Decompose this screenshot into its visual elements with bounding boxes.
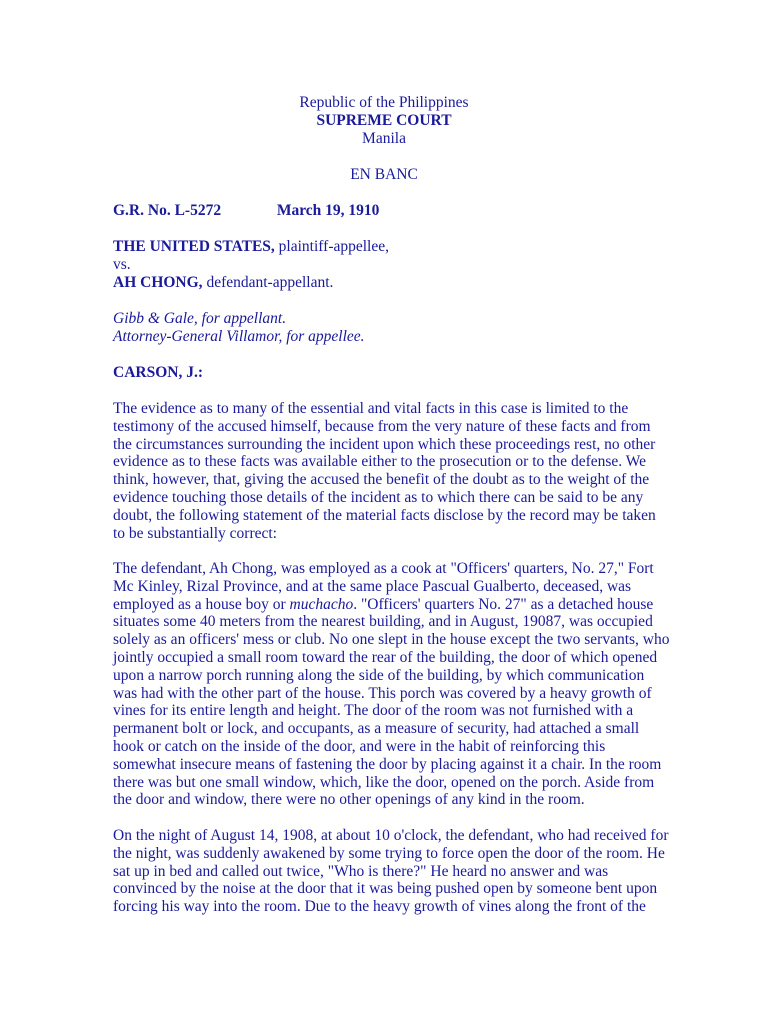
case-number-row xyxy=(113,202,658,220)
paragraph-line: the circumstances surrounding the incident upon which these proceedings rest, no other xyxy=(113,435,656,453)
court-heading: SUPREME COURT xyxy=(316,112,452,129)
counsel-appellant: Gibb & Gale, for appellant. xyxy=(113,310,287,327)
city-heading: Manila xyxy=(362,130,406,147)
defendant-name: AH CHONG, xyxy=(113,274,203,291)
paragraph-line: the night, was suddenly awakened by some trying to force open the door of the room. He xyxy=(113,844,665,862)
ponente: CARSON, J.: xyxy=(113,364,203,381)
paragraph-text: . "Officers' quarters No. 27" as a detached house xyxy=(353,595,654,613)
paragraph-line: evidence touching those details of the incident as to which there can be said to be any xyxy=(113,488,644,506)
case-date: March 19, 1910 xyxy=(276,202,380,219)
paragraph-line: upon a narrow porch running along the side of the building, by which communication xyxy=(113,666,645,684)
defendant-role: defendant-appellant. xyxy=(202,274,334,291)
republic-heading: Republic of the Philippines xyxy=(299,94,469,111)
counsel-block xyxy=(113,310,658,346)
counsel-appellee: Attorney-General Villamor, for appellee. xyxy=(113,328,365,345)
paragraph-line: The evidence as to many of the essential and vital facts in this case is limited to the xyxy=(113,400,629,417)
paragraph-line: forcing his way into the room. Due to the heavy growth of vines along the front of the xyxy=(113,898,646,916)
paragraph-line: somewhat insecure means of fastening the door by placing against it a chair. In the room xyxy=(113,755,662,773)
paragraph-line: The defendant, Ah Chong, was employed as a cook at "Officers' quarters, No. 27," Fort xyxy=(113,560,654,577)
paragraph-1 xyxy=(113,400,658,542)
paragraph-line: permanent bolt or lock, and occupants, as a measure of security, had attached a small xyxy=(113,720,640,738)
paragraph-line: On the night of August 14, 1908, at about 10 o'clock, the defendant, who had received for xyxy=(113,827,669,844)
parties-block xyxy=(113,238,658,292)
judge-line xyxy=(113,364,658,382)
paragraph-line: jointly occupied a small room toward the rear of the building, the door of which opened xyxy=(113,648,658,666)
italic-term: muchacho xyxy=(289,595,354,613)
case-number: G.R. No. L-5272 xyxy=(113,202,222,219)
versus-text: vs. xyxy=(113,256,131,273)
paragraph-line: sat up in bed and called out twice, "Who is there?" He heard no answer and was xyxy=(113,862,609,880)
paragraph-line: was had with the other part of the house. This porch was covered by a heavy growth of xyxy=(113,684,652,702)
paragraph-text: employed as a house boy or xyxy=(113,595,290,613)
paragraph-line: doubt, the following statement of the material facts disclose by the record may be taken xyxy=(113,506,656,524)
paragraph-line: think, however, that, giving the accused the benefit of the doubt as to the weight of the xyxy=(113,471,650,489)
paragraph-line: to be substantially correct: xyxy=(113,524,277,542)
paragraph-2 xyxy=(113,560,670,809)
paragraph-line: vines for its entire length and height. The door of the room was not furnished with a xyxy=(113,702,634,720)
paragraph-line: convinced by the noise at the door that it was being pushed open by someone bent upon xyxy=(113,880,658,898)
paragraph-line: testimony of the accused himself, because from the very nature of these facts and from xyxy=(113,417,651,435)
paragraph-line xyxy=(113,596,653,613)
plaintiff-name: THE UNITED STATES, xyxy=(113,238,275,255)
division-heading: EN BANC xyxy=(350,166,418,183)
plaintiff-role: plaintiff-appellee, xyxy=(274,238,389,255)
paragraph-line: hook or catch on the inside of the door, and were in the habit of reinforcing this xyxy=(113,737,606,755)
paragraph-line: Mc Kinley, Rizal Province, and at the same place Pascual Gualberto, deceased, was xyxy=(113,577,632,595)
paragraph-line: the door and window, there were no other openings of any kind in the room. xyxy=(113,791,585,809)
paragraph-line: there was but one small window, which, like the door, opened on the porch. Aside from xyxy=(113,773,655,791)
paragraph-line: solely as an officers' mess or club. No one slept in the house except the two servants, who xyxy=(113,631,670,649)
paragraph-3 xyxy=(113,827,669,916)
paragraph-line: situates some 40 meters from the nearest building, and in August, 19087, was occupied xyxy=(113,613,653,631)
paragraph-line: evidence as to these facts was available either to the prosecution or to the defense. We xyxy=(113,453,647,471)
